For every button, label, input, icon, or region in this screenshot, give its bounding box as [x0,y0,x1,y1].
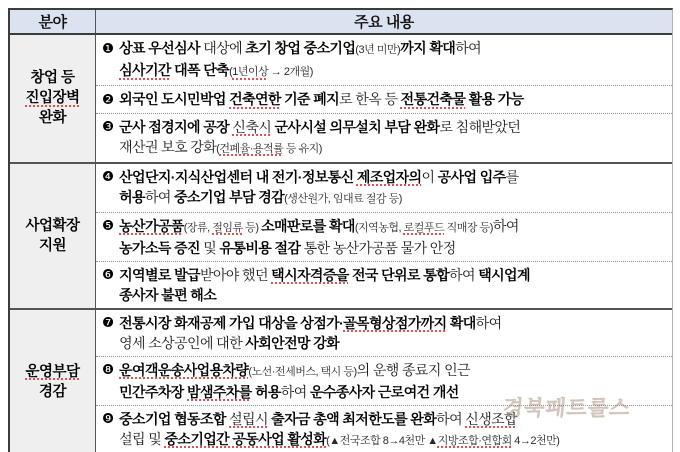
text-segment: 허용 [119,188,145,205]
item-text-line [119,137,666,159]
text-segment: 설립 및 [119,430,165,447]
field-label: 창업 등 [30,70,75,87]
text-segment: (3년 미만) [355,44,401,56]
item-text-line [119,117,666,137]
table-body [10,35,672,452]
text-segment: 건폐율·용적률 [219,142,284,155]
text-segment: 전통시장 화재공제 가입 대상을 상점가· [119,314,344,331]
policy-item [96,405,672,452]
item-number-badge: ❼ [102,315,115,330]
field-label: 완화 [38,110,66,127]
text-segment: 농산가공품 [119,217,184,234]
item-number-badge: ❶ [102,40,115,56]
text-segment: 하여 [475,314,502,331]
item-text [119,117,666,159]
text-segment: 종사자 불편 해소 [119,286,217,303]
item-text [119,38,666,82]
group-row-2 [10,164,672,310]
item-text [119,89,666,109]
item-text-line [119,360,666,382]
text-segment: (노선·전세버스, 택시 등) [248,365,357,378]
item-number-badge: ❸ [102,119,115,134]
item-text-line [119,265,666,285]
text-segment: 영세 소상공인에 대한 [119,334,246,351]
text-segment: 전국 단위로 통합 [348,266,450,283]
text-segment: 택시업계 [478,266,530,283]
text-segment: 활용 가능 [465,91,524,107]
text-segment: 설립시 [229,410,268,427]
policy-item [96,261,672,308]
text-segment: 심사기간 [119,62,171,78]
item-text-line [119,313,666,333]
text-segment: 재산권 보호 강화 [119,138,217,155]
text-segment: 로 한옥 등 [339,91,401,107]
field-label: 지원 [38,237,66,254]
text-segment: 산업단지·지식산업센터 내 전기·정보통신 [119,168,357,185]
text-segment: 지역별로 발급 [119,266,200,283]
text-segment: 하여 [449,266,479,283]
item-text-line [119,216,666,238]
header-field-column: 분야 [10,10,96,33]
text-segment: 의 운행 종료지 인근 [356,361,470,378]
policy-item [96,356,672,405]
policy-item [96,85,672,113]
field-cell [10,35,96,162]
text-segment: 절임류 [212,221,243,234]
text-segment: 및 [199,239,220,256]
policy-item [96,164,672,212]
text-segment: 등) [242,221,262,234]
text-segment: 골목형상점가까지 [343,314,447,331]
item-text [119,265,666,305]
text-segment: 초기 창업 중소기업 [245,40,356,56]
text-segment: 로 침해받았던 [439,118,521,135]
items-list [96,310,672,452]
text-segment: 하여 [492,217,519,234]
field-label: 진입장벽 [25,90,80,107]
item-number-badge: ❻ [102,267,115,282]
text-segment: 군사 접경지에 공장 [119,118,230,135]
text-segment: ( [229,66,233,78]
text-segment: 기준 폐지 [280,91,340,107]
text-segment: 신축시 [232,118,272,135]
text-segment: 제조업자의 [356,168,422,185]
group-row-3 [10,310,672,452]
text-segment: 로컬푸드 [403,221,445,234]
policy-item [96,113,672,162]
text-segment: 출자금 총액 최저한도를 완화 [271,410,437,427]
text-segment: 4→2천만) [511,434,560,447]
text-segment: 외국인 도시민박업 [119,91,230,107]
item-number-badge: ❷ [102,91,115,107]
text-segment: 하여 [455,40,482,56]
policy-item [96,310,672,356]
item-number-badge: ❽ [102,362,115,377]
item-text [119,313,666,353]
text-segment: 운여객운송사업용차량 [119,361,249,378]
text-segment: 전통건축물 [400,91,466,107]
text-segment: 운수종사자 근로여건 개선 [309,383,459,400]
text-segment: 중소기업 협동조합 [119,410,226,427]
text-segment: 농가소득 증진 [119,239,200,256]
item-text-line [119,89,666,109]
item-text-line [119,38,666,60]
press-watermark: 경북패트롤스 [501,397,632,420]
policy-item [96,35,672,85]
item-number-badge: ❾ [102,411,115,426]
item-text-line [119,429,666,451]
text-segment: 등 유지) [283,142,322,155]
field-cell [10,310,96,452]
item-text-line [119,285,666,305]
item-number-badge: ❹ [102,169,115,184]
item-text [119,360,666,402]
item-number-badge: ❺ [102,218,115,233]
text-segment: 공사업 입주 [437,168,506,185]
text-segment: 민간주차장 [119,383,188,400]
text-segment: 하여 [144,188,175,205]
text-segment: 받아야 했던 [199,266,272,283]
table-header-row [10,10,672,35]
text-segment: ( [216,142,220,155]
field-label: 사업확장 [25,217,80,234]
text-segment: 허용 [251,383,281,400]
text-segment: 1년이상 [232,66,269,78]
items-list [96,35,672,162]
text-segment: 중소기업 부담 경감 [174,188,285,205]
item-text-line [119,382,666,402]
policy-summary-table [8,8,673,452]
text-segment: 하여 [436,410,466,427]
text-segment: (▲전국조합 8→4천만 ▲ [326,434,438,447]
text-segment: 소매판로를 확대 [261,217,355,234]
text-segment: → 2개월) [268,66,313,78]
text-segment: 중소기업간 공동사업 활성화 [164,430,327,447]
text-segment: 상표 우선심사 [119,40,200,56]
text-segment: 군사시설 의무설치 부담 완화 [274,118,440,135]
text-segment: (생산원가, 임대료 절감 등) [284,192,402,205]
text-segment: 대상에 [199,40,246,56]
text-segment: 하여 [280,383,310,400]
text-segment: 확대 [446,314,476,331]
text-segment: 건축연한 [229,91,281,107]
text-segment: 이 [421,168,438,185]
item-text-line [119,333,666,353]
text-segment: 통한 농산가공품 물가 안정 [300,239,456,256]
header-content-column: 주요 내용 [354,14,414,31]
text-segment: (지역농협, [354,221,404,234]
field-label: 경감 [38,383,66,400]
text-segment: 대폭 단축 [170,62,230,78]
field-label: 운영부담 [25,363,80,380]
items-list [96,164,672,308]
text-segment: 유통비용 절감 [219,239,301,256]
text-segment: 신생조합 [465,410,517,427]
item-text-line [119,409,666,429]
item-text-line [119,167,666,187]
group-row-1 [10,35,672,164]
text-segment: 사회안전망 강화 [245,334,340,351]
text-segment: 지방조합·연합회 [437,434,512,447]
text-segment: 택시자격증을 [271,266,349,283]
item-text [119,167,666,209]
item-text-line [119,238,666,258]
field-cell [10,164,96,308]
text-segment: 밤샘주차를 [187,383,252,400]
item-text [119,216,666,258]
item-text-line [119,187,666,209]
text-segment: 를 [505,168,519,185]
text-segment: 까지 확대 [400,40,456,56]
item-text [119,409,666,451]
item-text-line [119,60,666,82]
text-segment: 직매장 등) [444,221,493,234]
policy-item [96,212,672,261]
text-segment: (장류, [183,221,213,234]
